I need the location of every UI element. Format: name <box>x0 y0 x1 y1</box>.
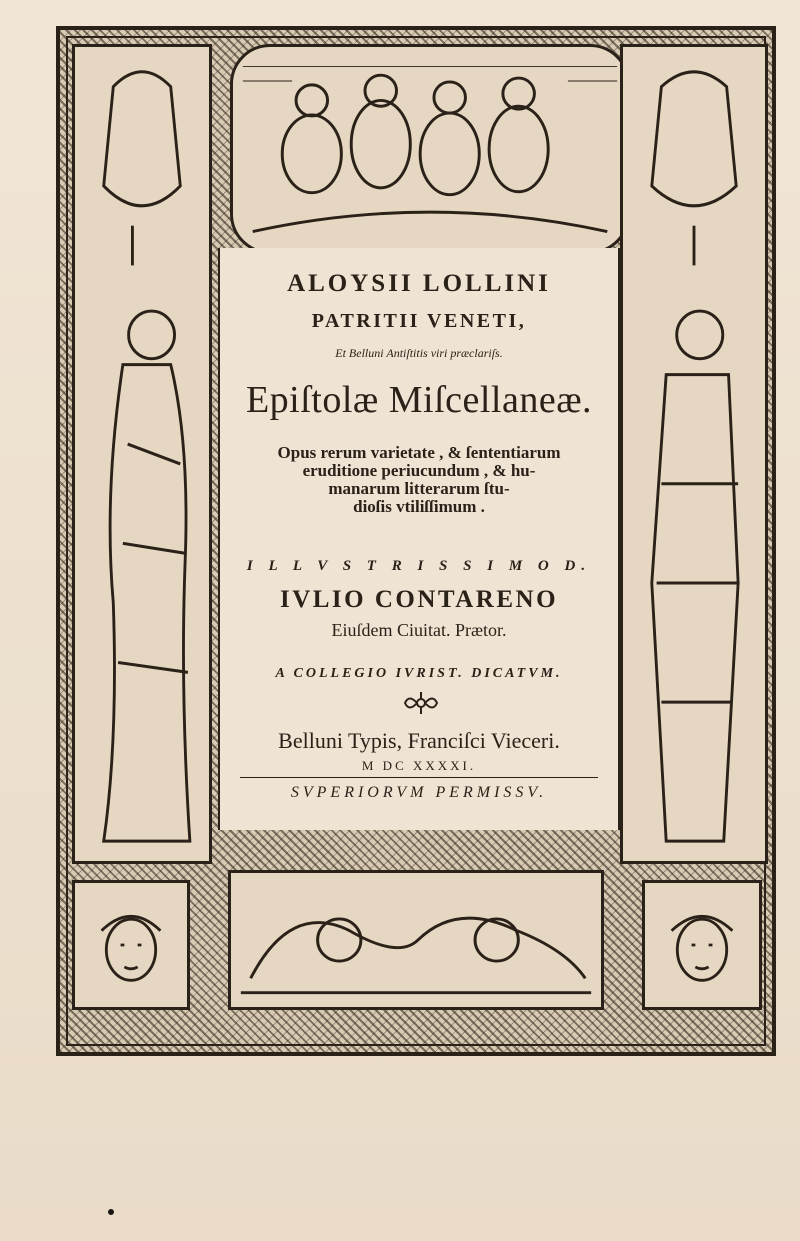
left-figure-column <box>72 44 212 864</box>
author-office: Et Belluni Antiſtitis viri præclariſs. <box>335 346 503 360</box>
publication-date: M DC XXXXI. <box>361 758 477 773</box>
work-description <box>234 444 604 516</box>
description-line: Opus rerum varietate , & ſententiarum <box>277 443 561 462</box>
dedication-intro: I L L V S T R I S S I M O D. <box>246 558 592 574</box>
work-title: Epiſtolæ Miſcellaneæ. <box>245 379 593 421</box>
putti-engraving <box>230 44 630 254</box>
description-line: eruditione periucundum , & hu- <box>302 461 536 480</box>
divider <box>240 777 598 778</box>
dedicatee-name: IVLIO CONTARENO <box>279 586 559 613</box>
author-name: ALOYSII LOLLINI <box>287 270 551 297</box>
right-portrait <box>642 880 762 1010</box>
left-portrait <box>72 880 190 1010</box>
imprint: Belluni Typis, Franciſci Vieceri. <box>278 728 560 753</box>
author-rank: PATRITII VENETI, <box>311 310 527 332</box>
dedicatee-title: Eiuſdem Ciuitat. Prætor. <box>331 620 507 640</box>
right-figure-column <box>620 44 768 864</box>
description-line: manarum litterarum ſtu- <box>328 479 510 498</box>
fleuron-ornament-icon <box>403 690 439 716</box>
title-block <box>218 248 620 830</box>
description-line: dioſis vtiliſſimum . <box>353 497 485 516</box>
college-dedication: A COLLEGIO IVRIST. DICATVM. <box>275 666 563 681</box>
permission-line: SVPERIORVM PERMISSV. <box>290 784 548 801</box>
ink-speck <box>108 1209 114 1215</box>
lion-engraving <box>228 870 604 1010</box>
